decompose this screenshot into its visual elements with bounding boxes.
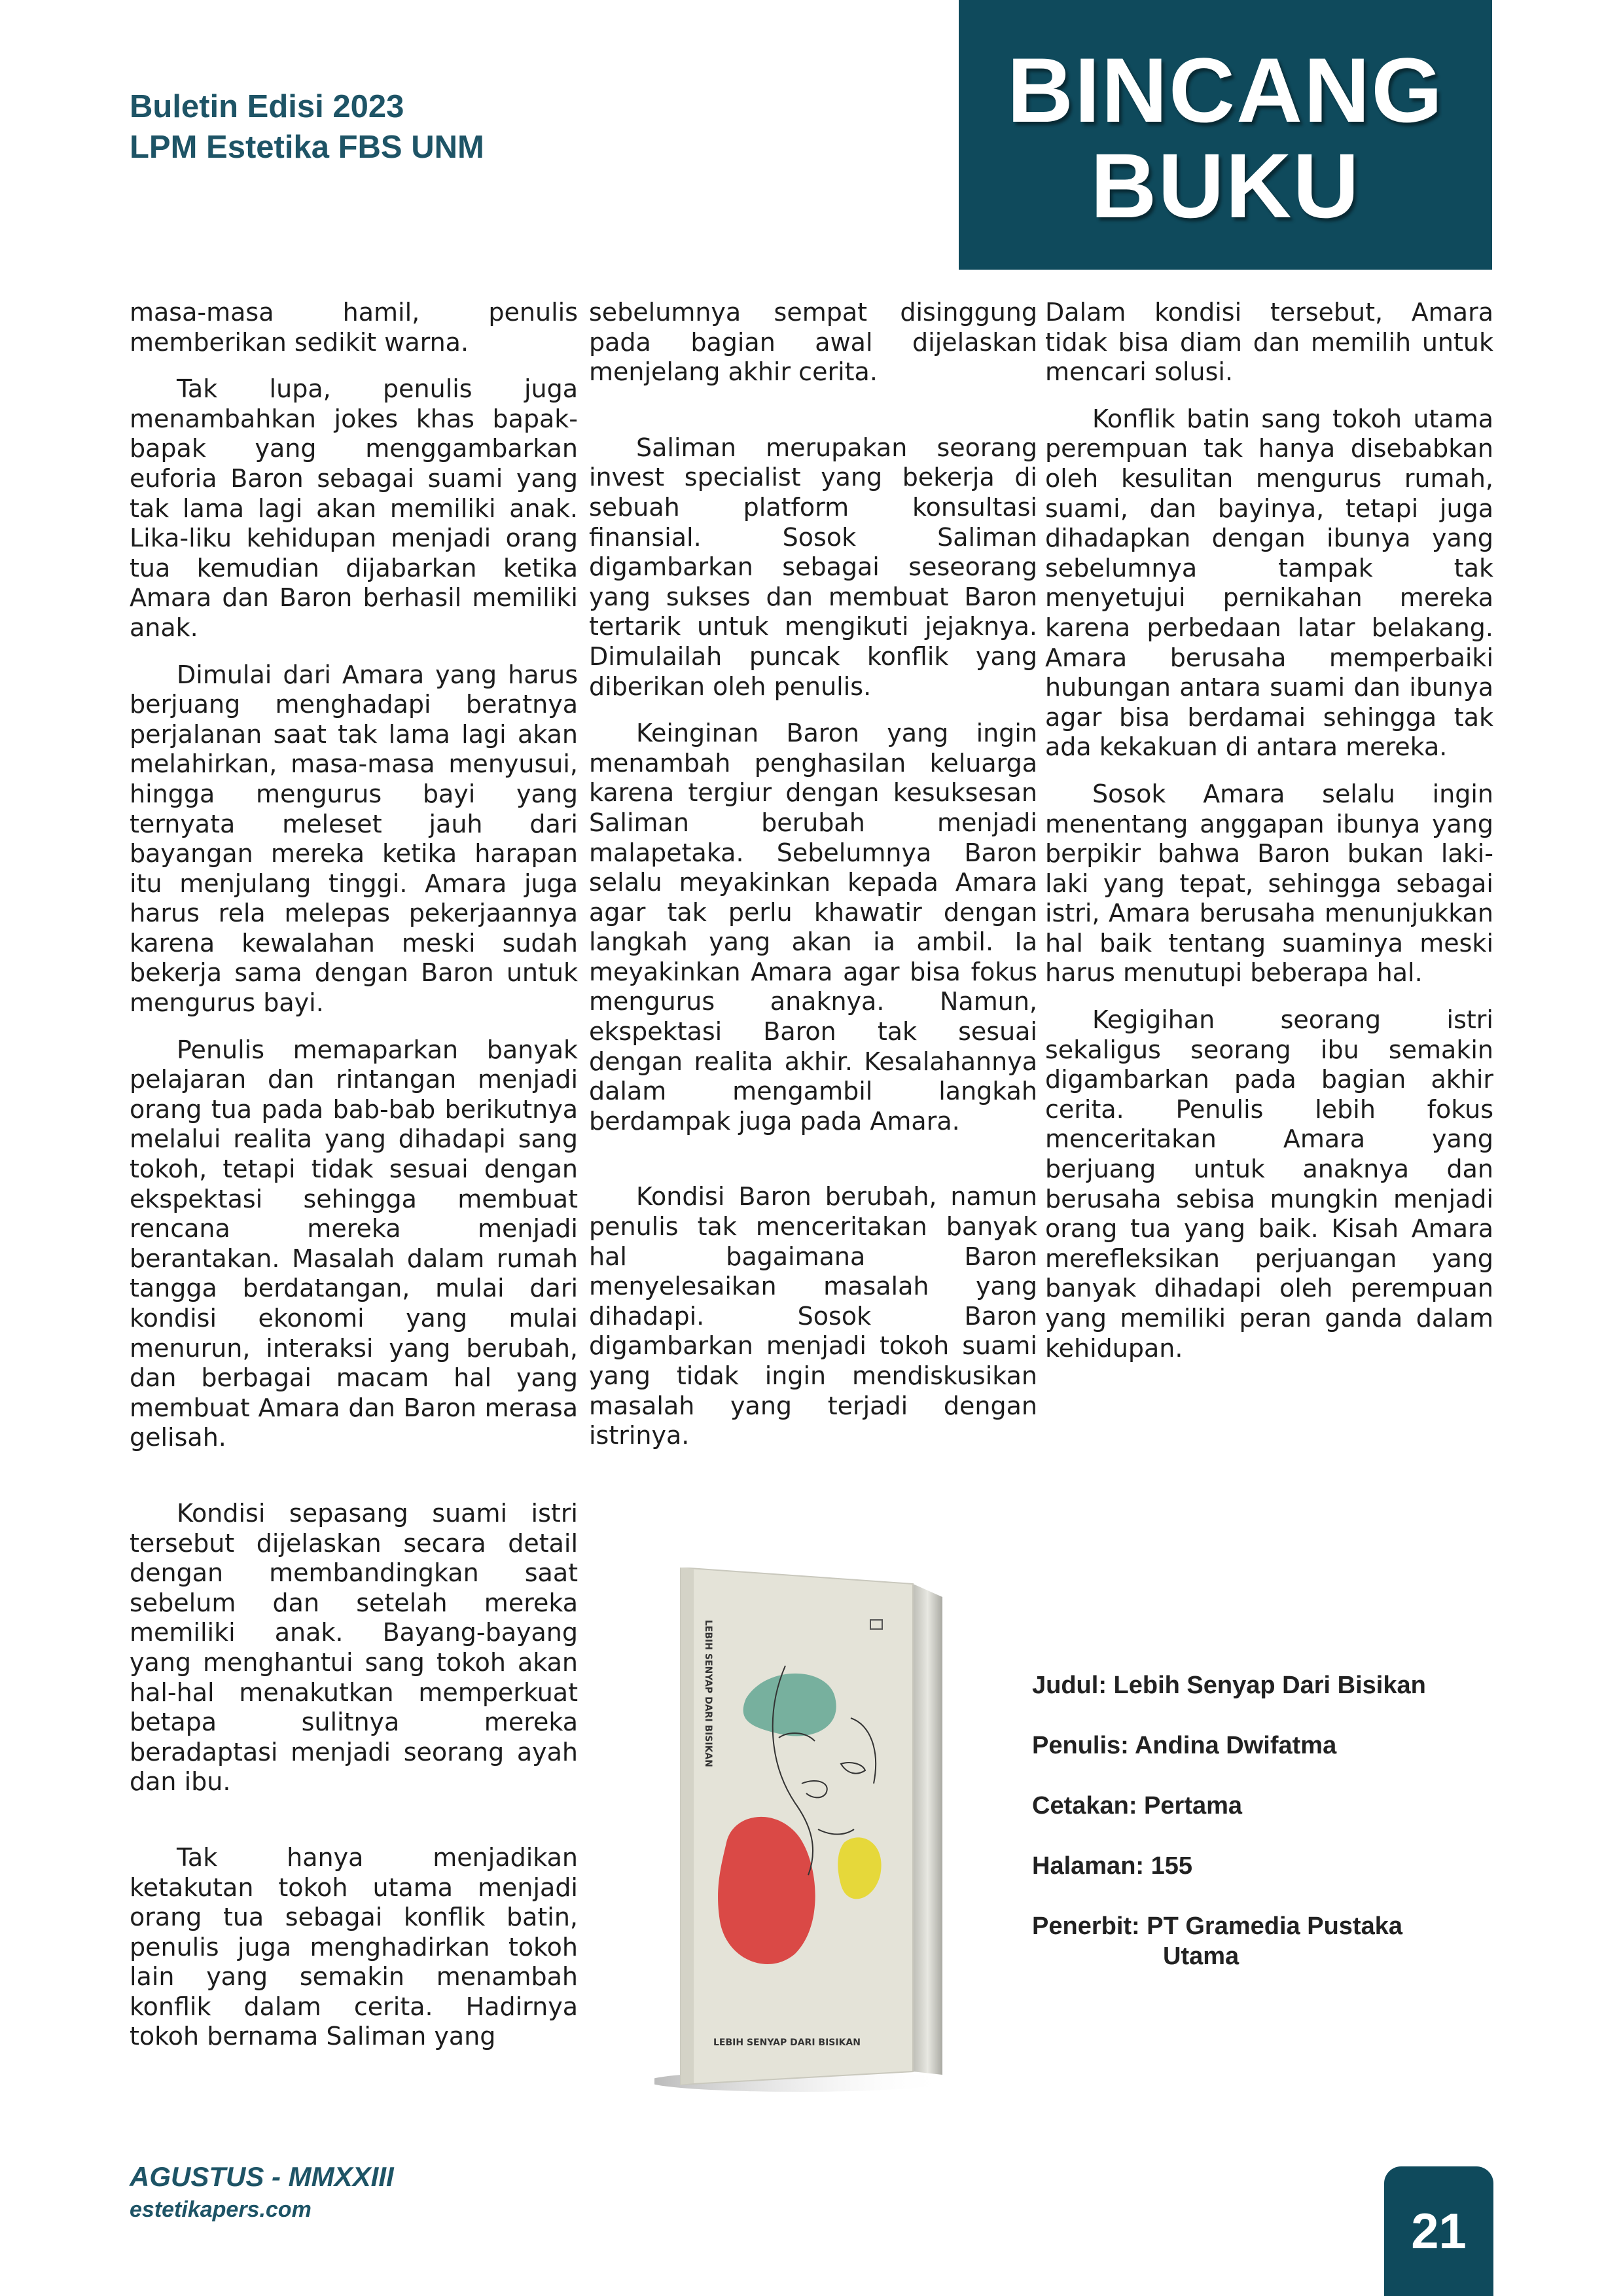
publisher-line2: Utama	[1163, 1943, 1240, 1970]
paragraph: Kondisi Baron berubah, namun penulis tak menceritakan banyak hal bagaimana Baron menyelesaikan masalah yang dihadapi. Sosok Baron digambarkan menjadi tokoh suami yang tidak ingin mendiskusikan masalah yang terjadi dengan istrinya.	[589, 1182, 1037, 1450]
page-number: 21	[1384, 2166, 1493, 2296]
footer-month: AGUSTUS - MMXXIII	[130, 2161, 394, 2192]
article-column-3	[1045, 298, 1493, 1380]
bulletin-edition: Buletin Edisi 2023	[130, 89, 404, 124]
paragraph: Dimulai dari Amara yang harus berjuang menghadapi beratnya perjalanan saat tak lama lagi akan melahirkan, masa-masa menyusui, hingga mengurus bayi yang ternyata meleset jauh dari bayangan mereka ketika harapan itu menjulang tinggi. Amara juga harus rela melepas pekerjaannya karena kewalahan meski sudah bekerja sama dengan Baron untuk mengurus bayi.	[130, 660, 578, 1018]
paragraph: Dalam kondisi tersebut, Amara tidak bisa diam dan memilih untuk mencari solusi.	[1045, 298, 1493, 387]
section-title-line1: BINCANG	[1007, 39, 1444, 141]
paragraph: Tak lupa, penulis juga menambahkan jokes khas bapak-bapak yang menggambarkan euforia Baron sebagai suami yang tak lama lagi akan memiliki anak. Lika-liku kehidupan menjadi orang tua kemudian dijabarkan ketika Amara dan Baron berhasil memiliki anak.	[130, 374, 578, 642]
book-author-detail: Penulis: Andina Dwifatma	[1032, 1732, 1337, 1759]
publisher-name: LPM Estetika FBS UNM	[130, 130, 484, 165]
paragraph: Kondisi sepasang suami istri tersebut dijelaskan secara detail dengan membandingkan saat sebelum dan setelah mereka memiliki anak. Bayang-bayang yang menghantui sang tokoh akan hal-hal menakutkan memperkuat betapa sulitnya mereka beradaptasi menjadi seorang ayah dan ibu.	[130, 1498, 578, 1797]
book-front-title: LEBIH SENYAP DARI BISIKAN	[713, 2037, 861, 2048]
footer	[130, 2160, 394, 2225]
book-edition-detail: Cetakan: Pertama	[1032, 1792, 1243, 1820]
section-title-box	[959, 0, 1492, 270]
book-pages-detail: Halaman: 155	[1032, 1852, 1193, 1880]
paragraph: Kegigihan seorang istri sekaligus seorang ibu semakin digambarkan pada bagian akhir cerita. Penulis lebih fokus menceritakan Amara yang berjuang untuk anaknya dan berusaha sebisa mungkin menjadi orang tua yang baik. Kisah Amara merefleksikan perjuangan yang banyak dihadapi oleh perempuan yang memiliki peran ganda dalam kehidupan.	[1045, 1005, 1493, 1363]
paragraph: Tak hanya menjadikan ketakutan tokoh utama menjadi orang tua sebagai konflik batin, penulis juga menghadirkan tokoh lain yang semakin menambah konflik dalam cerita. Hadirnya tokoh bernama Saliman yang	[130, 1842, 578, 2051]
book-spine-title: LEBIH SENYAP DARI BISIKAN	[703, 1620, 713, 1767]
book-details	[1032, 1670, 1490, 1971]
footer-website: estetikapers.com	[130, 2197, 312, 2222]
paragraph: Saliman merupakan seorang invest specialist yang bekerja di sebuah platform konsultasi finansial. Sosok Saliman digambarkan sebagai seseorang yang sukses dan membuat Baron tertarik untuk mengikuti jejaknya. Dimulailah puncak konflik yang diberikan oleh penulis.	[589, 433, 1037, 701]
book-publisher-detail	[1032, 1911, 1490, 1971]
paragraph: sebelumnya sempat disinggung pada bagian awal dijelaskan menjelang akhir cerita.	[589, 298, 1037, 387]
section-title-line2: BUKU	[1090, 134, 1361, 237]
paragraph: Konflik batin sang tokoh utama perempuan tak hanya disebabkan oleh kesulitan mengurus rumah, suami, dan bayinya, tetapi juga dihadapkan dengan ibunya yang sebelumnya tampak tak menyetujui pernikahan mereka karena perbedaan latar belakang. Amara berusaha memperbaiki hubungan antara suami dan ibunya agar bisa berdamai sehingga tak ada kekakuan di antara mereka.	[1045, 404, 1493, 762]
article-column-1	[130, 298, 578, 2069]
paragraph: Keinginan Baron yang ingin menambah penghasilan keluarga karena tergiur dengan kesuksesan Saliman berubah menjadi malapetaka. Sebelumnya Baron selalu meyakinkan kepada Amara agar tak perlu khawatir dengan langkah yang akan ia ambil. Ia meyakinkan Amara agar bisa fokus mengurus anaknya. Namun, ekspektasi Baron tak sesuai dengan realita akhir. Kesalahannya dalam mengambil langkah berdampak juga pada Amara.	[589, 719, 1037, 1136]
paragraph: Sosok Amara selalu ingin menentang anggapan ibunya yang berpikir bahwa Baron bukan laki-laki yang tepat, sehingga sebagai istri, Amara berusaha menunjukkan hal baik tentang suaminya meski harus menutupi beberapa hal.	[1045, 779, 1493, 988]
paragraph: Penulis memaparkan banyak pelajaran dan rintangan menjadi orang tua pada bab-bab berikutnya melalui realita yang dihadapi sang tokoh, tetapi tidak sesuai dengan ekspektasi sehingga membuat rencana mereka menjadi berantakan. Masalah dalam rumah tangga berdatangan, mulai dari kondisi ekonomi yang mulai menurun, interaksi yang berubah, dan berbagai macam hal yang membuat Amara dan Baron merasa gelisah.	[130, 1035, 578, 1452]
paragraph: masa-masa hamil, penulis memberikan sedikit warna.	[130, 298, 578, 357]
book-title-detail: Judul: Lebih Senyap Dari Bisikan	[1032, 1672, 1426, 1699]
publisher-line1: Penerbit: PT Gramedia Pustaka	[1032, 1912, 1402, 1940]
bulletin-header	[130, 86, 484, 168]
article-column-2	[589, 298, 1037, 1468]
book-cover-image	[654, 1568, 962, 2094]
